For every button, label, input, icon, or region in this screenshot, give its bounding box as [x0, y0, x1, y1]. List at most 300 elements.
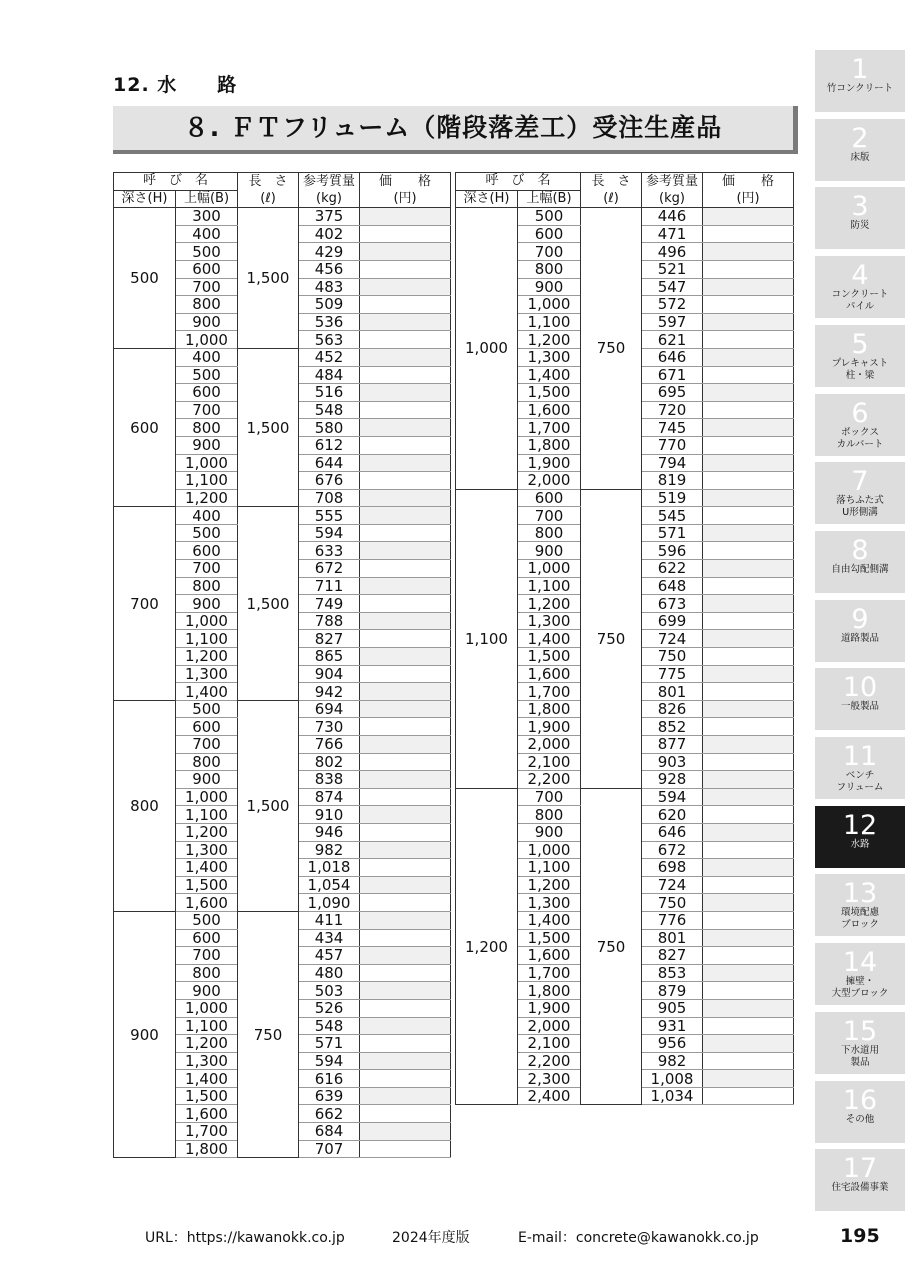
mass-cell: 776 [642, 911, 703, 929]
chapter-tab-2[interactable] [815, 119, 905, 181]
chapter-tab-11[interactable] [815, 737, 905, 799]
mass-cell: 547 [642, 278, 703, 296]
width-cell: 1,600 [176, 894, 238, 912]
mass-cell: 519 [642, 489, 703, 507]
header-mass: 参考質量 [642, 173, 703, 191]
width-cell: 1,200 [176, 648, 238, 666]
header-price-unit: (円) [360, 190, 451, 208]
depth-cell: 900 [114, 911, 176, 1157]
width-cell: 800 [176, 296, 238, 314]
chapter-tab-number: 5 [851, 328, 869, 360]
mass-cell: 545 [642, 507, 703, 525]
width-cell: 1,100 [176, 472, 238, 490]
mass-cell: 788 [299, 612, 360, 630]
width-cell: 1,900 [518, 718, 581, 736]
width-cell: 600 [176, 929, 238, 947]
width-cell: 1,100 [176, 630, 238, 648]
width-cell: 2,400 [518, 1087, 581, 1105]
mass-cell: 931 [642, 1017, 703, 1035]
width-cell: 1,700 [176, 1123, 238, 1141]
width-cell: 1,700 [518, 683, 581, 701]
width-cell: 1,100 [518, 859, 581, 877]
width-cell: 900 [176, 313, 238, 331]
product-table-right [455, 172, 794, 1105]
chapter-tab-label: 防災 [850, 220, 870, 232]
price-cell [360, 348, 451, 366]
chapter-tab-number: 16 [842, 1084, 878, 1116]
chapter-tab-label: ベンチ フリューム [836, 770, 884, 793]
chapter-tab-label: コンクリート パイル [831, 289, 889, 313]
header-mass: 参考質量 [299, 173, 360, 191]
length-cell: 750 [581, 489, 642, 788]
mass-cell: 766 [299, 736, 360, 754]
chapter-tab-label: 一般製品 [840, 701, 879, 713]
mass-cell: 711 [299, 577, 360, 595]
mass-cell: 956 [642, 1035, 703, 1053]
mass-cell: 446 [642, 208, 703, 226]
mass-cell: 904 [299, 665, 360, 683]
width-cell: 500 [176, 524, 238, 542]
price-cell [360, 612, 451, 630]
price-cell [360, 964, 451, 982]
price-cell [360, 436, 451, 454]
chapter-tab-4[interactable] [815, 256, 905, 318]
chapter-tab-10[interactable] [815, 668, 905, 730]
mass-cell: 571 [642, 524, 703, 542]
width-cell: 600 [176, 384, 238, 402]
width-cell: 1,000 [518, 841, 581, 859]
width-cell: 1,400 [518, 366, 581, 384]
header-name: 呼 び 名 [114, 173, 238, 191]
price-cell [360, 419, 451, 437]
price-cell [360, 982, 451, 1000]
width-cell: 900 [518, 542, 581, 560]
chapter-tab-label: 住宅設備事業 [831, 1182, 889, 1194]
mass-cell: 910 [299, 806, 360, 824]
table-row [114, 507, 451, 525]
price-cell [703, 507, 794, 525]
mass-cell: 563 [299, 331, 360, 349]
mass-cell: 673 [642, 595, 703, 613]
page-title: ８. ＦＴフリューム（階段落差工）受注生産品 [183, 113, 723, 142]
table-row [114, 911, 451, 929]
price-cell [703, 260, 794, 278]
table-row [114, 208, 451, 226]
chapter-tab-label: 竹コンクリート [826, 83, 894, 94]
width-cell: 2,000 [518, 472, 581, 490]
width-cell: 700 [176, 736, 238, 754]
mass-cell: 745 [642, 419, 703, 437]
mass-cell: 684 [299, 1123, 360, 1141]
mass-cell: 648 [642, 577, 703, 595]
chapter-tab-number: 1 [851, 54, 869, 85]
width-cell: 400 [176, 348, 238, 366]
width-cell: 1,800 [518, 700, 581, 718]
mass-cell: 1,034 [642, 1087, 703, 1105]
footer-url[interactable]: URL：https://kawanokk.co.jp [145, 1230, 345, 1246]
mass-cell: 483 [299, 278, 360, 296]
depth-cell: 800 [114, 700, 176, 911]
mass-cell: 662 [299, 1105, 360, 1123]
width-cell: 500 [518, 208, 581, 226]
footer-edition: 2024年度版 [392, 1230, 470, 1246]
width-cell: 900 [176, 436, 238, 454]
title-bar [113, 106, 798, 154]
price-cell [703, 419, 794, 437]
mass-cell: 694 [299, 700, 360, 718]
price-cell [703, 806, 794, 824]
mass-cell: 819 [642, 472, 703, 490]
header-length-unit: (ℓ) [581, 190, 642, 208]
price-cell [360, 630, 451, 648]
price-cell [703, 384, 794, 402]
chapter-tab-8[interactable] [815, 531, 905, 593]
price-cell [703, 947, 794, 965]
mass-cell: 671 [642, 366, 703, 384]
mass-cell: 580 [299, 419, 360, 437]
width-cell: 700 [518, 507, 581, 525]
mass-cell: 676 [299, 472, 360, 490]
mass-cell: 707 [299, 1140, 360, 1158]
price-cell [360, 700, 451, 718]
price-cell [360, 806, 451, 824]
chapter-tab-number: 10 [842, 672, 878, 704]
width-cell: 600 [176, 542, 238, 560]
price-cell [703, 524, 794, 542]
header-depth: 深さ(H) [456, 190, 518, 208]
chapter-tab-15[interactable] [815, 1012, 905, 1074]
width-cell: 900 [176, 771, 238, 789]
price-cell [703, 296, 794, 314]
width-cell: 1,400 [176, 683, 238, 701]
price-cell [703, 401, 794, 419]
price-cell [703, 595, 794, 613]
mass-cell: 1,008 [642, 1070, 703, 1088]
width-cell: 700 [176, 278, 238, 296]
price-cell [360, 736, 451, 754]
price-cell [703, 1087, 794, 1105]
depth-cell: 500 [114, 208, 176, 349]
mass-cell: 594 [299, 524, 360, 542]
width-cell: 400 [176, 225, 238, 243]
price-cell [703, 1052, 794, 1070]
price-cell [360, 260, 451, 278]
length-cell: 1,500 [238, 208, 299, 349]
width-cell: 1,400 [176, 1070, 238, 1088]
price-cell [360, 454, 451, 472]
mass-cell: 402 [299, 225, 360, 243]
width-cell: 1,400 [518, 630, 581, 648]
price-cell [703, 841, 794, 859]
mass-cell: 775 [642, 665, 703, 683]
price-cell [360, 718, 451, 736]
mass-cell: 434 [299, 929, 360, 947]
width-cell: 800 [176, 753, 238, 771]
price-cell [703, 894, 794, 912]
price-cell [703, 929, 794, 947]
price-cell [360, 542, 451, 560]
width-cell: 1,900 [518, 999, 581, 1017]
price-cell [360, 841, 451, 859]
chapter-tab-number: 6 [851, 397, 869, 429]
header-width: 上幅(B) [176, 190, 238, 208]
width-cell: 1,000 [176, 454, 238, 472]
width-cell: 800 [176, 419, 238, 437]
width-cell: 2,100 [518, 1035, 581, 1053]
mass-cell: 874 [299, 788, 360, 806]
chapter-tab-label: 下水道用 製品 [840, 1044, 879, 1068]
price-cell [360, 577, 451, 595]
mass-cell: 699 [642, 612, 703, 630]
length-cell: 1,500 [238, 507, 299, 701]
width-cell: 1,800 [176, 1140, 238, 1158]
width-cell: 1,600 [518, 665, 581, 683]
mass-cell: 942 [299, 683, 360, 701]
chapter-tab-number: 13 [842, 878, 878, 910]
mass-cell: 639 [299, 1087, 360, 1105]
chapter-tab-12[interactable] [815, 806, 905, 868]
price-cell [360, 243, 451, 261]
width-cell: 1,000 [518, 296, 581, 314]
price-cell [360, 507, 451, 525]
mass-cell: 720 [642, 401, 703, 419]
price-cell [360, 278, 451, 296]
mass-cell: 827 [642, 947, 703, 965]
width-cell: 700 [176, 947, 238, 965]
mass-cell: 620 [642, 806, 703, 824]
chapter-tab-5[interactable] [815, 325, 905, 387]
price-cell [703, 542, 794, 560]
width-cell: 400 [176, 507, 238, 525]
width-cell: 1,000 [518, 560, 581, 578]
mass-cell: 708 [299, 489, 360, 507]
chapter-tab-14[interactable] [815, 943, 905, 1005]
mass-cell: 457 [299, 947, 360, 965]
width-cell: 1,000 [176, 788, 238, 806]
price-cell [360, 595, 451, 613]
mass-cell: 879 [642, 982, 703, 1000]
mass-cell: 853 [642, 964, 703, 982]
price-cell [703, 366, 794, 384]
depth-cell: 700 [114, 507, 176, 701]
price-cell [360, 225, 451, 243]
mass-cell: 852 [642, 718, 703, 736]
width-cell: 1,200 [518, 595, 581, 613]
price-cell [360, 313, 451, 331]
mass-cell: 452 [299, 348, 360, 366]
width-cell: 600 [518, 489, 581, 507]
chapter-tab-16[interactable] [815, 1081, 905, 1143]
width-cell: 800 [176, 964, 238, 982]
width-cell: 800 [176, 577, 238, 595]
width-cell: 1,200 [176, 489, 238, 507]
depth-cell: 1,200 [456, 788, 518, 1105]
price-cell [703, 577, 794, 595]
width-cell: 800 [518, 524, 581, 542]
header-length: 長 さ [238, 173, 299, 191]
price-cell [703, 489, 794, 507]
section-heading: 12. 水 路 [113, 74, 238, 96]
price-cell [360, 876, 451, 894]
chapter-tab-13[interactable] [815, 874, 905, 936]
mass-cell: 1,090 [299, 894, 360, 912]
mass-cell: 616 [299, 1070, 360, 1088]
width-cell: 1,100 [518, 313, 581, 331]
mass-cell: 749 [299, 595, 360, 613]
mass-cell: 484 [299, 366, 360, 384]
mass-cell: 471 [642, 225, 703, 243]
footer-email[interactable]: E-mail：concrete@kawanokk.co.jp [518, 1230, 759, 1246]
price-cell [703, 648, 794, 666]
width-cell: 1,300 [518, 612, 581, 630]
price-cell [360, 524, 451, 542]
mass-cell: 509 [299, 296, 360, 314]
chapter-tab-label: 環境配慮 ブロック [840, 907, 879, 931]
width-cell: 500 [176, 243, 238, 261]
price-cell [360, 665, 451, 683]
width-cell: 500 [176, 366, 238, 384]
mass-cell: 838 [299, 771, 360, 789]
price-cell [360, 384, 451, 402]
price-cell [360, 859, 451, 877]
table-row [114, 348, 451, 366]
price-cell [360, 1087, 451, 1105]
chapter-tab-number: 15 [842, 1015, 878, 1047]
width-cell: 800 [518, 260, 581, 278]
price-cell [360, 911, 451, 929]
mass-cell: 429 [299, 243, 360, 261]
chapter-tab-number: 14 [842, 947, 878, 979]
price-cell [360, 683, 451, 701]
width-cell: 1,600 [176, 1105, 238, 1123]
price-cell [360, 929, 451, 947]
width-cell: 900 [176, 982, 238, 1000]
header-length-unit: (ℓ) [238, 190, 299, 208]
price-cell [703, 630, 794, 648]
width-cell: 900 [518, 278, 581, 296]
width-cell: 2,100 [518, 753, 581, 771]
length-cell: 750 [581, 208, 642, 490]
width-cell: 600 [518, 225, 581, 243]
mass-cell: 695 [642, 384, 703, 402]
price-cell [360, 1105, 451, 1123]
price-cell [703, 718, 794, 736]
width-cell: 1,500 [176, 876, 238, 894]
width-cell: 2,300 [518, 1070, 581, 1088]
chapter-tab-3[interactable] [815, 187, 905, 249]
price-cell [703, 454, 794, 472]
depth-cell: 1,100 [456, 489, 518, 788]
length-cell: 1,500 [238, 348, 299, 506]
width-cell: 500 [176, 911, 238, 929]
chapter-tab-7[interactable] [815, 462, 905, 524]
chapter-tab-1[interactable] [815, 50, 905, 112]
price-cell [360, 1017, 451, 1035]
width-cell: 900 [176, 595, 238, 613]
width-cell: 700 [176, 401, 238, 419]
chapter-tab-label: 道路製品 [840, 632, 879, 644]
width-cell: 2,000 [518, 736, 581, 754]
width-cell: 800 [518, 806, 581, 824]
mass-cell: 572 [642, 296, 703, 314]
price-cell [703, 911, 794, 929]
price-cell [703, 436, 794, 454]
width-cell: 300 [176, 208, 238, 226]
chapter-tab-number: 8 [851, 534, 869, 566]
price-cell [703, 964, 794, 982]
mass-cell: 516 [299, 384, 360, 402]
price-cell [703, 788, 794, 806]
page-number: 195 [840, 1225, 880, 1247]
mass-cell: 622 [642, 560, 703, 578]
price-cell [703, 823, 794, 841]
width-cell: 1,000 [176, 612, 238, 630]
mass-cell: 794 [642, 454, 703, 472]
width-cell: 1,900 [518, 454, 581, 472]
mass-cell: 750 [642, 648, 703, 666]
price-cell [360, 331, 451, 349]
product-table-left [113, 172, 451, 1158]
length-cell: 750 [238, 911, 299, 1157]
mass-cell: 730 [299, 718, 360, 736]
price-cell [360, 1070, 451, 1088]
width-cell: 1,600 [518, 401, 581, 419]
length-cell: 1,500 [238, 700, 299, 911]
chapter-tab-6[interactable] [815, 394, 905, 456]
depth-cell: 600 [114, 348, 176, 506]
price-cell [703, 736, 794, 754]
chapter-tab-label: 床版 [850, 151, 870, 163]
table-row [456, 788, 794, 806]
price-cell [360, 1052, 451, 1070]
mass-cell: 750 [642, 894, 703, 912]
price-cell [360, 366, 451, 384]
mass-cell: 982 [299, 841, 360, 859]
header-price: 価 格 [703, 173, 794, 191]
width-cell: 1,200 [176, 823, 238, 841]
depth-cell: 1,000 [456, 208, 518, 490]
price-cell [703, 348, 794, 366]
chapter-tab-label: ボックス カルバート [836, 426, 884, 450]
chapter-tab-label: 擁壁・ 大型ブロック [831, 976, 889, 1000]
width-cell: 1,300 [176, 1052, 238, 1070]
chapter-tab-17[interactable] [815, 1149, 905, 1211]
header-length: 長 さ [581, 173, 642, 191]
chapter-tab-number: 7 [851, 466, 869, 498]
width-cell: 1,800 [518, 982, 581, 1000]
price-cell [703, 753, 794, 771]
price-cell [360, 947, 451, 965]
price-cell [360, 788, 451, 806]
width-cell: 1,300 [518, 348, 581, 366]
width-cell: 1,000 [176, 331, 238, 349]
width-cell: 700 [518, 243, 581, 261]
mass-cell: 865 [299, 648, 360, 666]
price-cell [703, 225, 794, 243]
width-cell: 1,300 [176, 665, 238, 683]
mass-cell: 1,054 [299, 876, 360, 894]
chapter-tab-9[interactable] [815, 600, 905, 662]
width-cell: 600 [176, 260, 238, 278]
chapter-tab-number: 12 [842, 809, 878, 841]
price-cell [703, 683, 794, 701]
chapter-tab-number: 17 [842, 1153, 878, 1185]
width-cell: 500 [176, 700, 238, 718]
mass-cell: 1,018 [299, 859, 360, 877]
price-cell [703, 243, 794, 261]
price-cell [703, 859, 794, 877]
price-cell [703, 1017, 794, 1035]
